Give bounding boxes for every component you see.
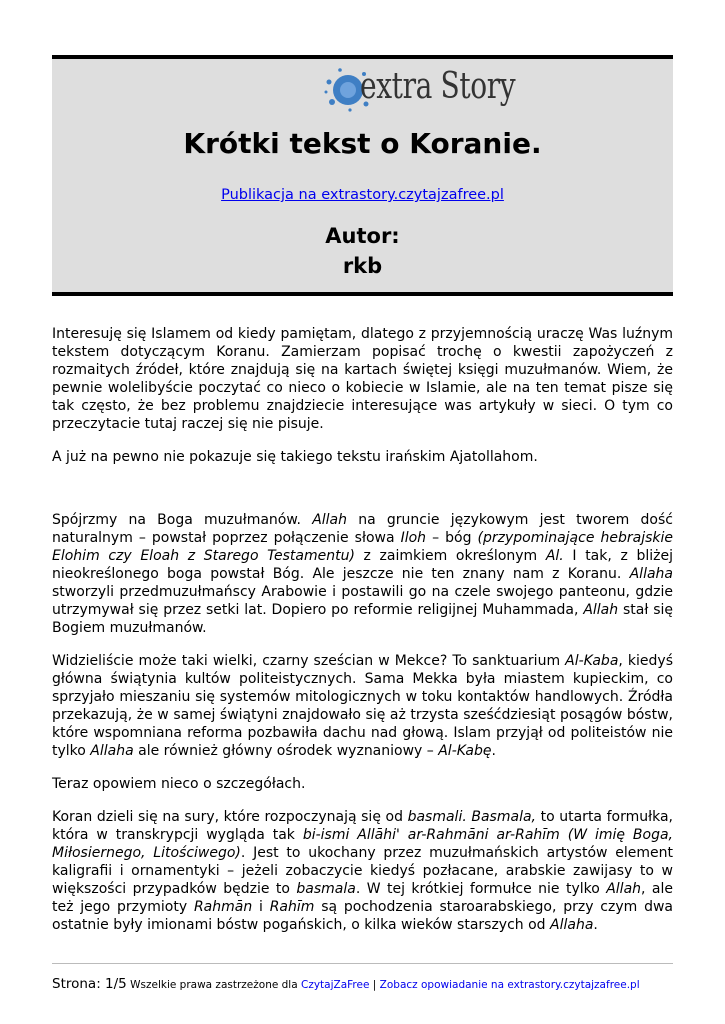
header-box: [52, 55, 673, 296]
paragraph-intro: Interesuję się Islamem od kiedy pamiętam, dlatego z przyjemnością uraczę Was luźnym tekstem dotyczącym Koranu. Zamierzam popisać trochę o kwestii zapożyczeń z rozmaitych źródeł, które znajdują się na kartach świętej księgi muzułmanów. Wiem, że pewnie wolelibyście poczytać co nieco o kobiecie w Islamie, ale na ten temat pisze się tak często, że bez problemu znajdziecie interesujące was artykuły w sieci. O tym co przeczytacie tutaj raczej się nie pisuje.: [52, 326, 673, 432]
page-title: Krótki tekst o Koranie.: [183, 127, 542, 160]
paragraph-ayatollah: A już na pewno nie pokazuje się takiego tekstu irańskim Ajatollahom.: [52, 449, 538, 465]
author-label: Autor:: [325, 224, 400, 248]
site-logo[interactable]: [320, 62, 516, 114]
paragraph-details: Teraz opowiem nieco o szczegółach.: [52, 776, 306, 792]
page-number: Strona: 1/5: [52, 976, 127, 992]
article-body: [52, 325, 673, 949]
site-link[interactable]: CzytajZaFree: [301, 979, 370, 991]
author-name: rkb: [342, 254, 383, 278]
rights-text: Wszelkie prawa zastrzeżone dla: [126, 979, 301, 991]
paragraph-allah: Spójrzmy na Boga muzułmanów. Allah na gruncie językowym jest tworem dość naturalnym – powstał poprzez połączenie słowa Iloh – bóg (przypominające hebrajskie Elohim czy Eloah z Starego Testamentu) z zaimkiem określonym Al. I tak, z bliżej nieokreślonego boga powstał Bóg. Ale jeszcze nie ten znany nam z Koranu. Allaha stworzyli przedmuzułmańscy Arabowie i postawili go na czele swojego panteonu, gdzie utrzymywał się przez setki lat. Dopiero po reformie religijnej Muhammada, Allah stał się Bogiem muzułmanów.: [52, 512, 674, 636]
paragraph-basmala: Koran dzieli się na sury, które rozpoczynają się od basmali. Basmala, to utarta formułka, która w transkrypcji wygląda tak bi-ismi Allāhi' ar-Rahmāni ar-Rahīm (W imię Boga, Miłosiernego, Litościwego). Jest to ukochany przez muzułmańskich artystów element kaligrafii i ornamentyki – jeżeli zobaczycie kiedyś pozłacane, arabskie zawijasy to w większości przypadków będzie to basmala. W tej krótkiej formułce nie tylko Allah, ale też jego przymioty Rahmān i Rahīm są pochodzenia staroarabskiego, przy czym dwa ostatnie były imionami bóstw pogańskich, o kilka wieków starszych od Allaha.: [52, 809, 673, 933]
footer-separator: |: [369, 979, 380, 991]
footer: [52, 976, 692, 992]
story-link[interactable]: Zobacz opowiadanie na extrastory.czytajzafree.pl: [379, 979, 640, 991]
logo-text: extra Story: [360, 66, 516, 107]
publication-link[interactable]: Publikacja na extrastory.czytajzafree.pl: [221, 187, 504, 203]
paragraph-kaaba: Widzieliście może taki wielki, czarny sześcian w Mekce? To sanktuarium Al-Kaba, kiedyś główna świątynia kultów politeistycznych. Sama Mekka była miastem kupieckim, co sprzyjało mieszaniu się systemów mitologicznych w toku kontaktów handlowych. Źródła przekazują, że w samej świątyni znajdowało się aż trzysta sześćdziesiąt posągów bóstw, które wspomniana reforma pozbawiła dachu nad głową. Islam przyjął od politeistów nie tylko Allaha ale również główny ośrodek wyznaniowy – Al-Kabę.: [52, 653, 673, 759]
footer-divider: [52, 963, 673, 964]
